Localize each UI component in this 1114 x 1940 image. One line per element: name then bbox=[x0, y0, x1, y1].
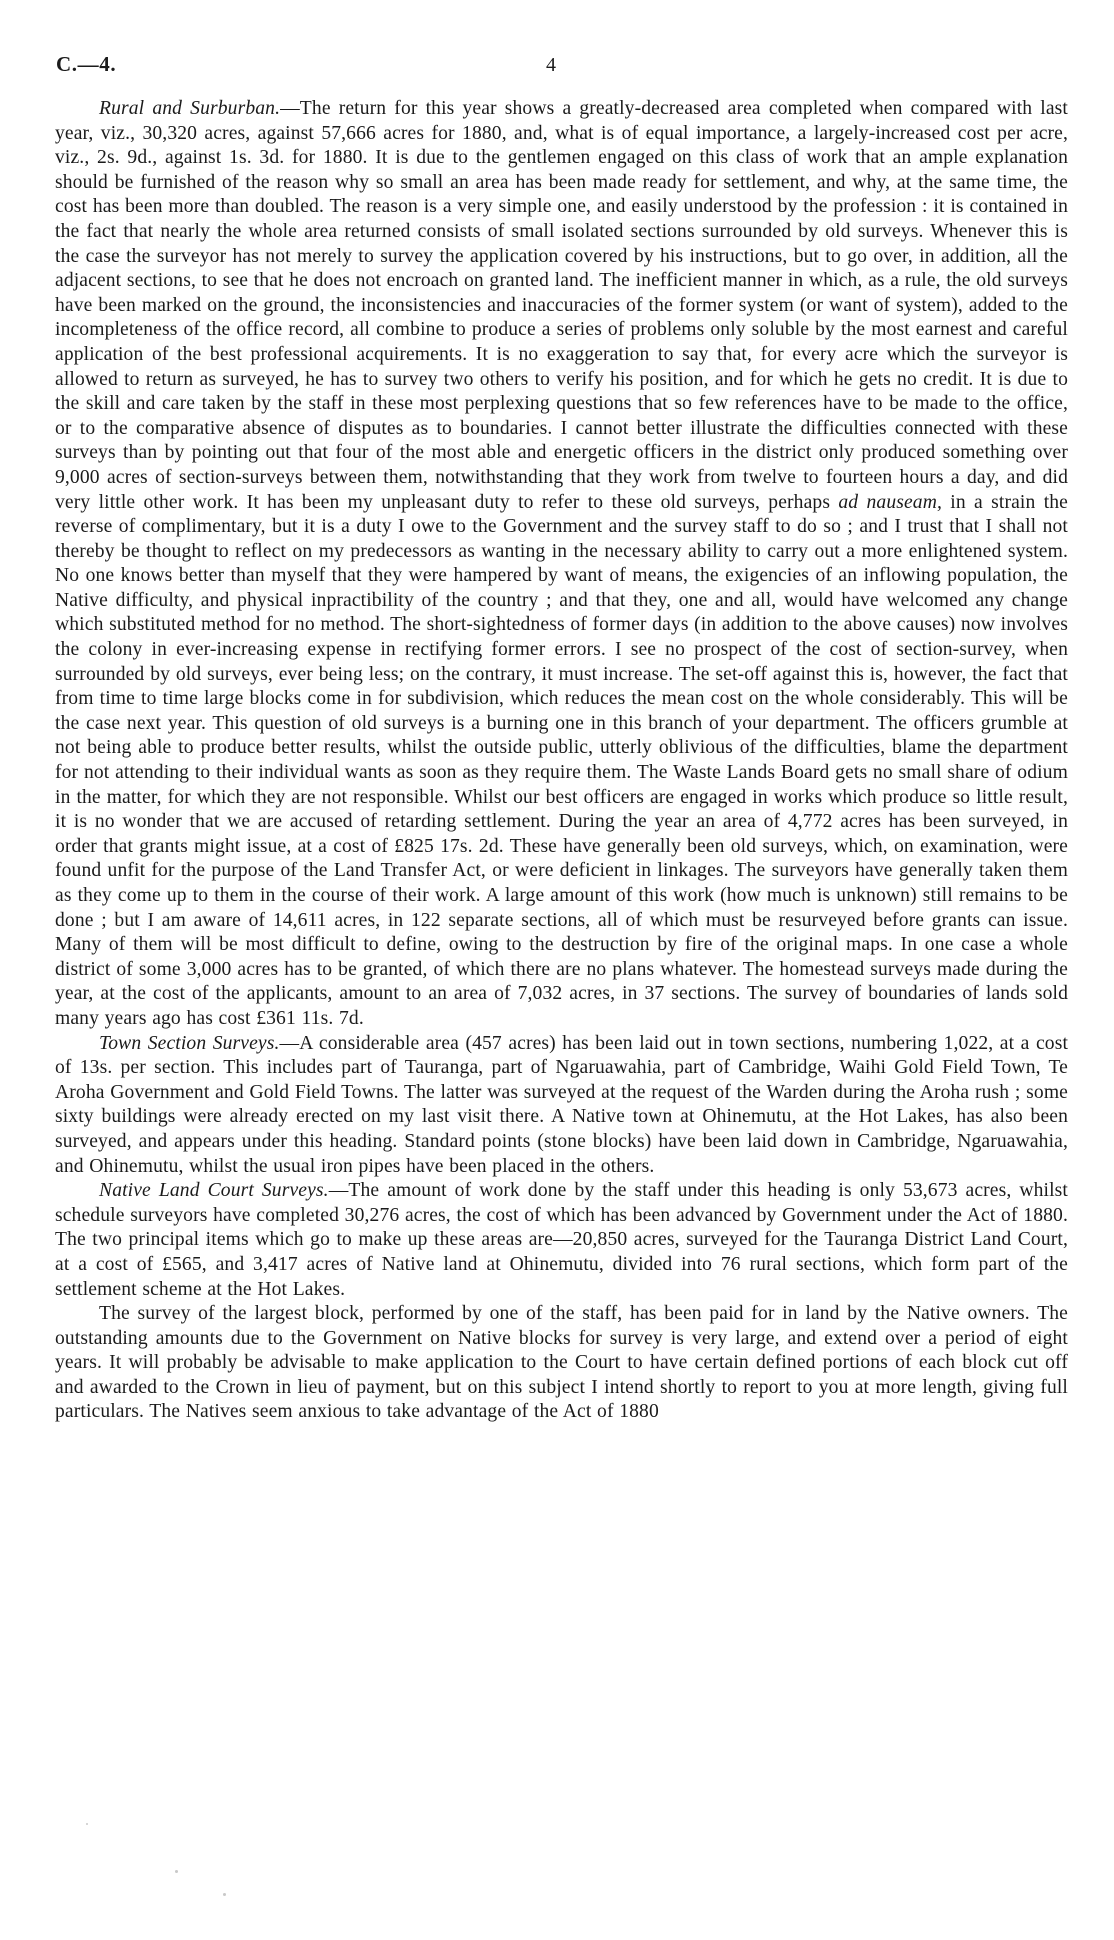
paragraph-largest-block-survey bbox=[55, 1302, 1068, 1425]
paragraph-text: in a strain the reverse of complimentary, but it is a duty I owe to the Government and the survey staff to do so ; and I trust that I shall not thereby be thought to reflect on my predecessors as wanting in the necessary ability to carry out a more enlightened system. No one knows better than myself that they were hampered by want of means, the exigencies of an inflowing population, the Native difficulty, and physical inpractibility of the country ; and that they, one and all, would have welcomed any change which substituted method for no method. The short-sightedness of former days (in addition to the above causes) now involves the colony in ever-increasing expense in rectifying former errors. I see no prospect of the cost of section-survey, when surrounded by old surveys, ever being less; on the contrary, it must increase. The set-off against this is, however, the fact that from time to time large blocks come in for subdivision, which reduces the mean cost on the whole considerably. This will be the case next year. This question of old surveys is a burning one in this branch of your department. The officers grumble at not being able to produce better results, whilst the outside public, utterly oblivious of the difficulties, blame the department for not attending to their individual wants as soon as they require them. The Waste Lands Board gets no small share of odium in the matter, for which they are not responsible. Whilst our best officers are engaged in works which produce so little result, it is no wonder that we are accused of retarding settlement. During the year an area of 4,772 acres has been surveyed, in order that grants might issue, at a cost of £825 17s. 2d. These have generally been old surveys, which, on examination, were found unfit for the purpose of the Land Transfer Act, or were deficient in linkages. The surveyors have generally taken them as they come up to them in the course of their work. A large amount of this work (how much is unknown) still remains to be done ; but I am aware of 14,611 acres, in 122 separate sections, all of which must be resurveyed before grants can issue. Many of them will be most difficult to define, owing to the destruction by fire of the original maps. In one case a whole district of some 3,000 acres has to be granted, of which there are no plans whatever. The homestead surveys made during the year, at the cost of the applicants, amount to an area of 7,032 acres, in 37 sections. The survey of boundaries of lands sold many years ago has cost £361 11s. 7d. bbox=[55, 491, 1068, 1029]
paragraph-text: —A considerable area (457 acres) has been laid out in town sections, numbering 1,022, at a cost of 13s. per section. This includes part of Tauranga, part of Ngaruawahia, part of Cambridge, Waihi Gold Field Town, Te Aroha Government and Gold Field Towns. The latter was surveyed at the request of the Warden during the Aroha rush ; some sixty buildings were already erected on my last visit there. A Native town at Ohinemutu, at the Hot Lakes, has also been surveyed, and appears under this heading. Standard points (stone blocks) have been laid down in Cambridge, Ngaruawahia, and Ohinemutu, whilst the usual iron pipes have been placed in the others. bbox=[55, 1032, 1069, 1177]
paragraph-rural-and-suburban bbox=[55, 97, 1068, 1032]
paragraph-lead-italic: Native Land Court Surveys. bbox=[99, 1180, 329, 1202]
paragraph-text: —The amount of work done by the staff under this heading is only 53,673 acres, whilst schedule surveyors have completed 30,276 acres, the cost of which has been advanced by Government under the Act of 1880. The two principal items which go to make up these areas are—20,850 acres, surveyed for the Tauranga District Land Court, at a cost of £565, and 3,417 acres of Native land at Ohinemutu, divided into 76 rural sections, which form part of the settlement scheme at the Hot Lakes. bbox=[55, 1180, 1068, 1300]
scan-artifact bbox=[86, 1823, 88, 1825]
document-body bbox=[55, 97, 1068, 1425]
report-section-code: C.—4. bbox=[56, 52, 117, 76]
page-header bbox=[55, 52, 1067, 80]
paragraph-lead-italic: Rural and Surburban. bbox=[99, 98, 281, 119]
scan-artifact bbox=[175, 1870, 178, 1873]
paragraph-native-land-court-surveys bbox=[55, 1179, 1068, 1302]
paragraph-text: —The return for this year shows a greatly-decreased area completed when compared with last year, viz., 30,320 acres, against 57,666 acres for 1880, and, what is of equal importance, a largely-increased cost per acre, viz., 2s. 9d., against 1s. 3d. for 1880. It is due to the gentlemen engaged on this class of work that an ample explanation should be furnished of the reason why so small an area has been made ready for settlement, and why, at the same time, the cost has been more than doubled. The reason is a very simple one, and easily understood by the profession : it is contained in the fact that nearly the whole area returned consists of small isolated sections surrounded by old surveys. Whenever this is the case the surveyor has not merely to survey the application covered by his instructions, but to go over, in addition, all the adjacent sections, to see that he does not encroach on granted land. The inefficient manner in which, as a rule, the old surveys have been marked on the ground, the inconsistencies and inaccuracies of the former system (or want of system), added to the incompleteness of the office record, all combine to produce a series of problems only soluble by the most earnest and careful application of the best professional acquirements. It is no exaggeration to say that, for every acre which the surveyor is allowed to return as surveyed, he has to survey two others to verify his position, and for which he gets no credit. It is due to the skill and care taken by the staff in these most perplexing questions that so few references have to be made to the office, or to the comparative absence of disputes as to boundaries. I cannot better illustrate the difficulties connected with these surveys than by pointing out that four of the most able and energetic officers in the district only produced something over 9,000 acres of section-surveys between them, notwithstanding that they work from twelve to fourteen hours a day, and did very little other work. It has been my unpleasant duty to refer to these old surveys, perhaps bbox=[55, 98, 1068, 513]
inline-italic-phrase: ad nauseam, bbox=[838, 491, 943, 513]
paragraph-text: The survey of the largest block, performed by one of the staff, has been paid for in land by the Native owners. The outstanding amounts due to the Government on Native blocks for survey is very large, and extend over a period of eight years. It will probably be advisable to make application to the Court to have certain defined portions of each block cut off and awarded to the Crown in lieu of payment, but on this subject I intend shortly to report to you at more length, giving full particulars. The Natives seem anxious to take advantage of the Act of 1880 bbox=[55, 1303, 1068, 1423]
page-number: 4 bbox=[546, 54, 556, 76]
paragraph-town-section-surveys bbox=[55, 1032, 1068, 1180]
paragraph-lead-italic: Town Section Surveys. bbox=[99, 1032, 280, 1054]
scan-artifact bbox=[223, 1893, 226, 1896]
